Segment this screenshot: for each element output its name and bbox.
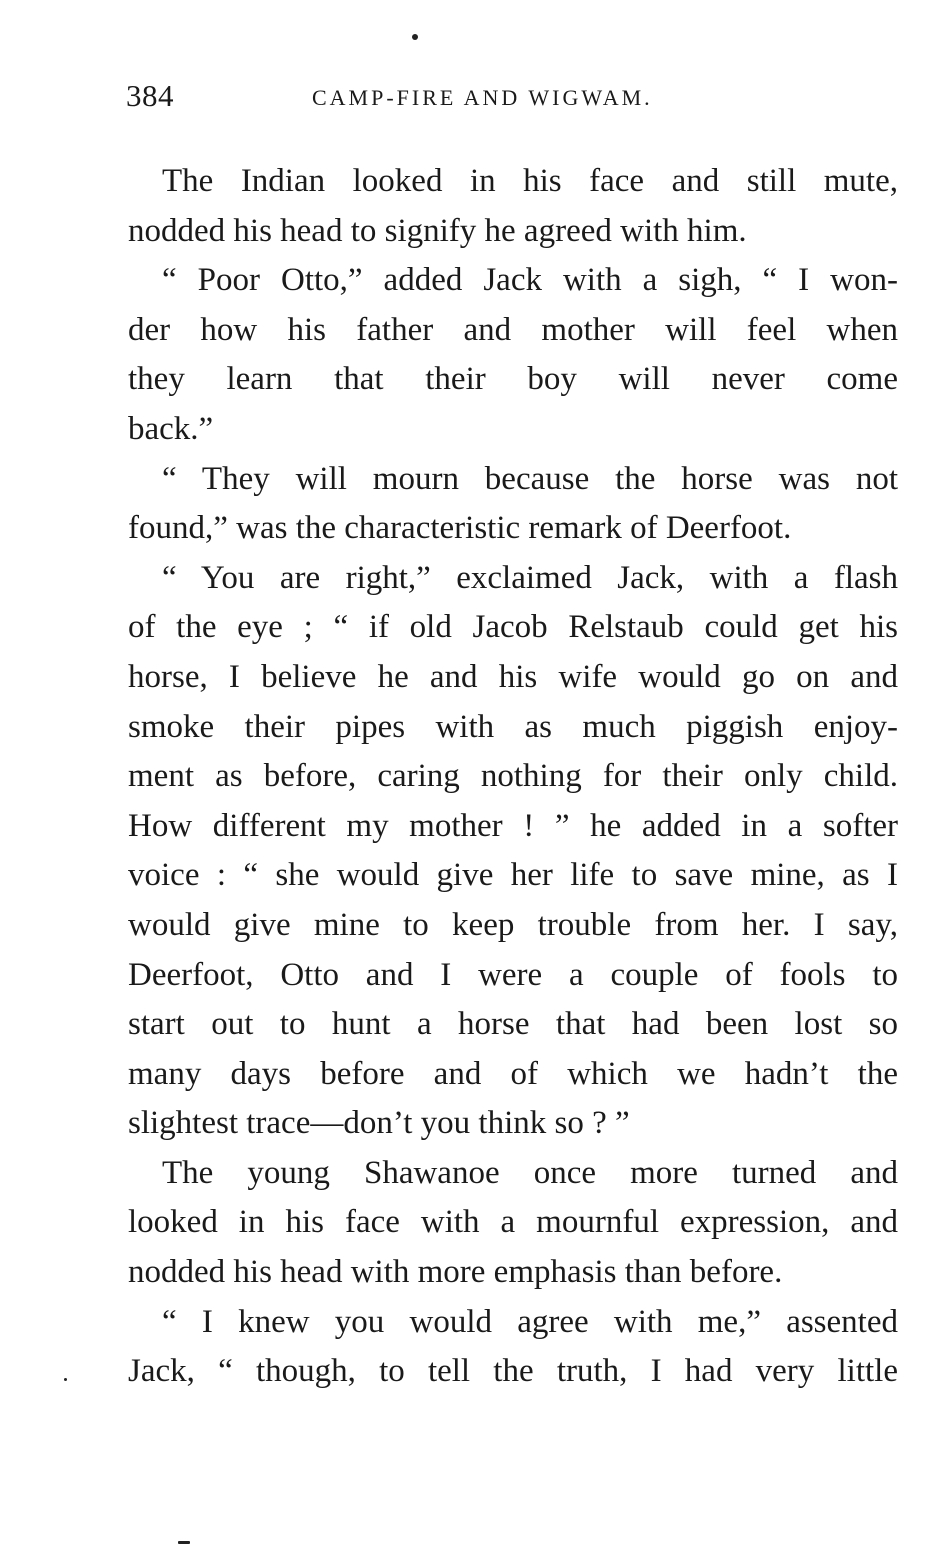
- page-header: [126, 78, 906, 118]
- text-line: The Indian looked in his face and still mute,: [162, 163, 898, 199]
- print-speck: [64, 1378, 67, 1381]
- print-speck: [178, 1541, 190, 1544]
- text-line: “ You are right,” exclaimed Jack, with a flash: [162, 559, 898, 596]
- print-speck: [412, 34, 418, 40]
- text-line: horse, I believe he and his wife would go on and: [128, 658, 898, 695]
- text-line: “ They will mourn because the horse was not: [162, 460, 898, 497]
- text-line: many days before and of which we hadn’t the: [128, 1055, 898, 1092]
- text-line: How different my mother ! ” he added in a softer: [128, 807, 898, 844]
- text-line: smoke their pipes with as much piggish enjoy-: [128, 708, 898, 745]
- text-line: The young Shawanoe once more turned and: [162, 1154, 898, 1191]
- text-line: looked in his face with a mournful expression, and: [128, 1204, 898, 1241]
- text-line: would give mine to keep trouble from her. I say,: [128, 906, 898, 943]
- text-line: “ Poor Otto,” added Jack with a sigh, “ I won-: [162, 262, 898, 299]
- text-line: they learn that their boy will never come: [128, 361, 898, 398]
- text-line: nodded his head with more emphasis than before.: [128, 1254, 783, 1291]
- text-line: back.”: [128, 410, 214, 447]
- text-line: der how his father and mother will feel when: [128, 311, 898, 348]
- page-number: 384: [126, 78, 174, 113]
- text-line: “ I knew you would agree with me,” assented: [162, 1303, 898, 1340]
- text-line: nodded his head to signify he agreed with him.: [128, 212, 747, 249]
- text-line: Deerfoot, Otto and I were a couple of fools to: [128, 956, 898, 993]
- text-line: Jack, “ though, to tell the truth, I had very little: [128, 1353, 898, 1390]
- body-text: [128, 157, 898, 1397]
- text-line: found,” was the characteristic remark of Deerfoot.: [128, 510, 792, 547]
- running-title: CAMP-FIRE AND WIGWAM.: [312, 85, 653, 110]
- text-line: of the eye ; “ if old Jacob Relstaub could get his: [128, 609, 898, 646]
- text-line: voice : “ she would give her life to save mine, as I: [128, 857, 898, 894]
- text-line: start out to hunt a horse that had been lost so: [128, 1006, 898, 1043]
- text-line: slightest trace—don’t you think so ? ”: [128, 1105, 630, 1142]
- text-line: ment as before, caring nothing for their only child.: [128, 758, 898, 795]
